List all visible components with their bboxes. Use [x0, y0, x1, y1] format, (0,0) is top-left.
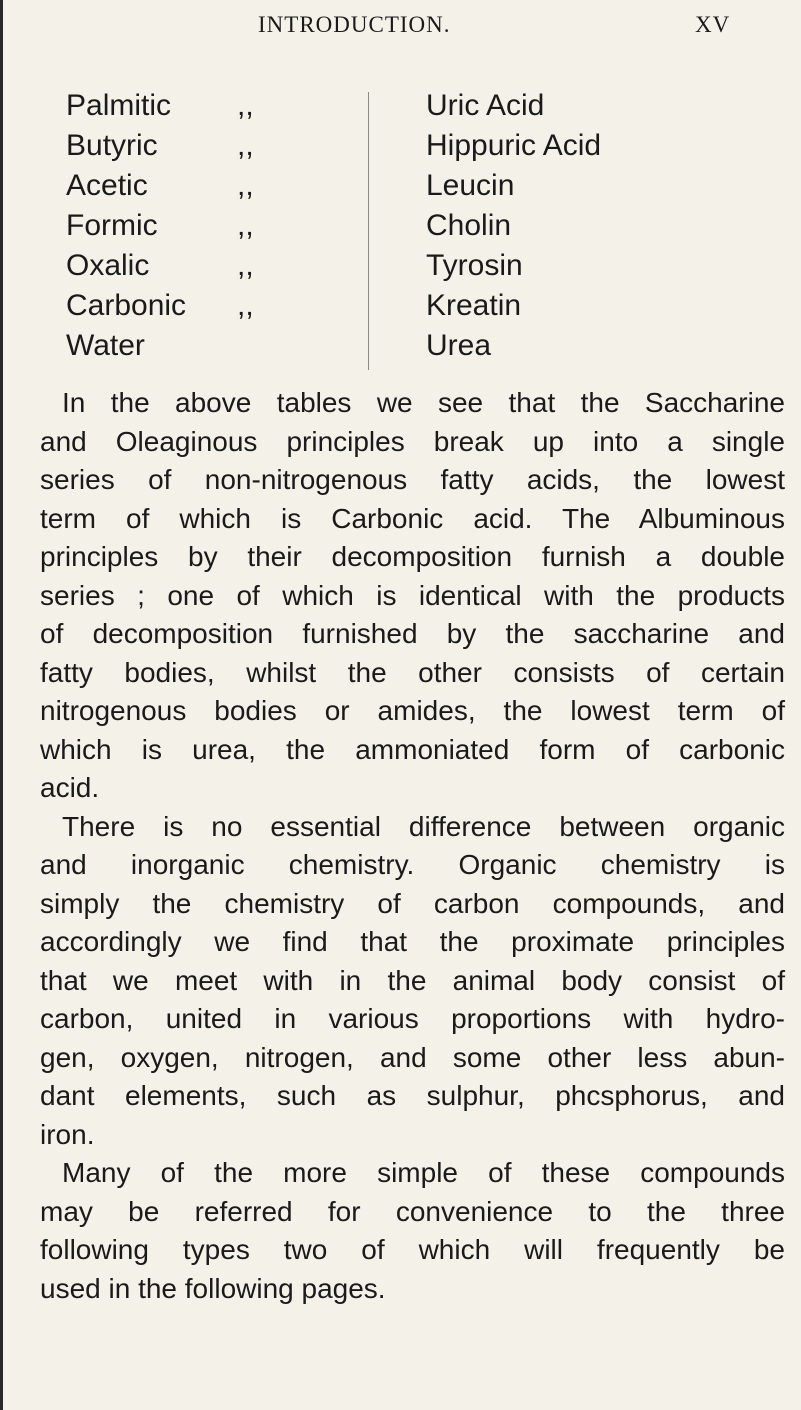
paragraph	[40, 808, 785, 1155]
text-line: Many of the more simple of these compounds	[62, 1157, 785, 1188]
ditto-mark: ,,	[237, 249, 254, 282]
text-line: iron.	[40, 1118, 95, 1150]
table-row: Leucin	[426, 169, 515, 202]
table-row	[66, 166, 366, 206]
table-row	[66, 126, 366, 166]
column-divider	[368, 92, 369, 370]
compounds-table	[66, 86, 706, 386]
text-line: There is no essential difference between organic	[62, 810, 785, 842]
text-line: nitrogenous bodies or amides, the lowest term of	[40, 695, 785, 726]
text-line: may be referred for convenience to the three	[40, 1195, 785, 1227]
compound-name: Palmitic	[66, 89, 172, 122]
text-line: used in the following pages.	[40, 1272, 386, 1304]
ditto-mark: ,,	[237, 209, 254, 242]
text-line: and inorganic chemistry. Organic chemistry is	[40, 849, 785, 880]
text-line: of decomposition furnished by the saccharine and	[40, 618, 785, 649]
acids-column	[66, 86, 366, 366]
compound-name: Water	[66, 329, 145, 362]
text-line: principles by their decomposition furnish a double	[40, 541, 785, 572]
table-row: Cholin	[426, 209, 512, 242]
ditto-mark: ,,	[237, 289, 254, 322]
ditto-mark: ,,	[237, 169, 254, 202]
text-line: which is urea, the ammoniated form of carbonic	[40, 733, 785, 765]
compound-name: Acetic	[66, 169, 148, 202]
text-line: acid.	[40, 772, 100, 803]
text-line: simply the chemistry of carbon compounds, and	[40, 887, 785, 919]
table-row	[66, 326, 366, 366]
body-text	[40, 384, 785, 1308]
text-line: accordingly we find that the proximate principles	[40, 926, 785, 957]
compound-name: Oxalic	[66, 249, 150, 282]
text-line: fatty bodies, whilst the other consists of certain	[40, 656, 785, 688]
table-row: Kreatin	[426, 289, 522, 322]
running-title: INTRODUCTION.	[258, 12, 451, 37]
table-row: Uric Acid	[426, 89, 545, 122]
page-number: XV	[695, 12, 731, 37]
text-line: dant elements, such as sulphur, phcsphorus, and	[40, 1080, 785, 1111]
nitrogenous-column	[426, 86, 706, 366]
table-row: Urea	[426, 329, 492, 362]
table-row: Hippuric Acid	[426, 129, 602, 162]
compound-name: Carbonic	[66, 289, 187, 322]
text-line: series of non-nitrogenous fatty acids, the lowest	[40, 464, 785, 495]
text-line: that we meet with in the animal body consist of	[40, 964, 785, 996]
table-row	[66, 206, 366, 246]
ditto-mark: ,,	[237, 129, 254, 162]
compound-name: Formic	[66, 209, 158, 242]
table-row	[66, 86, 366, 126]
text-line: carbon, united in various proportions with hydro-	[40, 1003, 785, 1034]
running-head	[0, 12, 801, 42]
ditto-mark: ,,	[237, 89, 254, 122]
table-row: Tyrosin	[426, 249, 523, 282]
text-line: term of which is Carbonic acid. The Albuminous	[40, 502, 785, 534]
compound-name: Butyric	[66, 129, 158, 162]
text-line: following types two of which will frequently be	[40, 1234, 785, 1265]
text-line: In the above tables we see that the Saccharine	[62, 387, 785, 418]
paragraph	[40, 384, 785, 808]
table-row	[66, 246, 366, 286]
paragraph	[40, 1154, 785, 1308]
page-edge-shadow	[0, 0, 3, 1410]
text-line: and Oleaginous principles break up into a single	[40, 425, 785, 457]
table-row	[66, 286, 366, 326]
text-line: series ; one of which is identical with the products	[40, 579, 785, 611]
text-line: gen, oxygen, nitrogen, and some other less abun-	[40, 1041, 785, 1073]
